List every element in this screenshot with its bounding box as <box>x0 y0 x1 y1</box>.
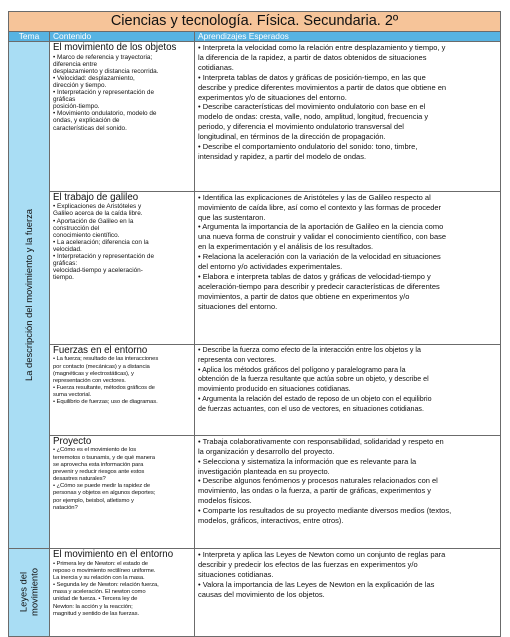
tema-cell-leyes <box>9 549 50 637</box>
contenido-item: • Equilibrio de fuerzas; uso de diagramas. <box>53 399 158 406</box>
contenido-item: • Velocidad: desplazamiento, dirección y tiempo. <box>53 74 135 89</box>
header-contenido: Contenido <box>50 32 195 42</box>
contenido-cell <box>50 435 195 548</box>
aprendizaje-item: • Identifica las explicaciones de Aristóteles y las de Galileo respecto al movimiento de caída libre, así como el contexto y las formas de proceder que las sustentaron. <box>198 192 442 222</box>
header-aprendizajes: Aprendizajes Esperados <box>195 32 501 42</box>
table-row <box>9 549 501 637</box>
contenido-item: • Interpretación y representación de gráficas posición-tiempo. <box>53 89 154 111</box>
aprendizaje-item: • Describe características del movimiento ondulatorio con base en el modelo de ondas: cresta, valle, nodo, amplitud, longitud, frecuencia y periodo, y diferencia el movimiento ondulatorio transversal del longitudinal, en términos de la dirección de propagación. <box>198 102 429 142</box>
aprendizaje-item: • Interpreta tablas de datos y gráficas de posición-tiempo, en las que describe y predice diferentes movimientos a partir de datos que obtiene en experimentos y/o de situaciones del entorno. <box>198 72 447 102</box>
table-row <box>9 344 501 435</box>
contenido-item: • La aceleración; diferencia con la velocidad. <box>53 238 149 253</box>
contenido-cell <box>50 42 195 192</box>
contenido-item: • La fuerza; resultado de las interacciones por contacto (mecánicas) y a distancia (magnéticas y electrostáticas), y representación con vectores. <box>53 356 159 384</box>
contenido-item: • Movimiento ondulatorio, modelo de ondas, y explicación de características del sonido. <box>53 110 157 132</box>
contenido-item: • Primera ley de Newton: el estado de reposo o movimiento rectilíneo uniforme. La inercia y su relación con la masa. <box>53 560 156 581</box>
contenido-item: • Marco de referencia y trayectoria; diferencia entre desplazamiento y distancia recorrida. <box>53 53 159 75</box>
contenido-item: • Aportación de Galileo en la construcción del conocimiento científico. <box>53 217 134 239</box>
table-row <box>9 42 501 192</box>
aprendizaje-item: • Describe el comportamiento ondulatorio del sonido: tono, timbre, intensidad y rapidez, a partir del modelo de ondas. <box>198 142 418 161</box>
contenido-title: El trabajo de galileo <box>53 191 139 203</box>
tema-cell-descripcion <box>9 42 50 549</box>
aprendizaje-item: • Aplica los métodos gráficos del polígono y paralelogramo para la obtención de la fuerza resultante que actúa sobre un objeto, y describe el movimiento producido en situaciones cotidianas. <box>198 365 429 394</box>
tema-label <box>19 568 40 616</box>
aprendizaje-item: • Argumenta la importancia de la aportación de Galileo en la ciencia como una nueva forma de construir y validar el conocimiento científico, con base en la experimentación y el análisis de los resultados. <box>198 222 447 252</box>
aprendizaje-item: • Valora la importancia de las Leyes de Newton en la explicación de las causas del movimiento de los objetos. <box>198 579 435 599</box>
header-tema: Tema <box>9 32 50 42</box>
aprendizaje-item: • Trabaja colaborativamente con responsabilidad, solidaridad y respeto en la organización y desarrollo del proyecto. <box>198 436 444 456</box>
table-row <box>9 435 501 548</box>
aprendizaje-item: • Relaciona la aceleración con la variación de la velocidad en situaciones del entorno y/o actividades experimentales. <box>198 252 441 272</box>
aprendizajes-cell <box>195 42 501 192</box>
aprendizajes-cell <box>195 549 501 637</box>
contenido-title: Fuerzas en el entorno <box>53 344 148 356</box>
tema-label-line: Leyes del <box>17 571 29 613</box>
aprendizajes-cell <box>195 191 501 344</box>
aprendizaje-item: • Argumenta la relación del estado de reposo de un objeto con el equilibrio de fuerzas actuantes, con el uso de vectores, en situaciones cotidianas. <box>198 395 432 413</box>
document-page <box>8 11 500 637</box>
curriculum-table <box>8 11 501 637</box>
aprendizaje-item: • Describe algunos fenómenos y procesos naturales relacionados con el movimiento, las ondas o la fuerza, a partir de gráficas, experimentos y modelos físicos. <box>198 476 438 506</box>
contenido-cell <box>50 549 195 637</box>
contenido-cell <box>50 344 195 435</box>
contenido-item: • Fuerza resultante, métodos gráficos de suma vectorial. <box>53 385 155 399</box>
aprendizaje-item: • Interpreta la velocidad como la relación entre desplazamiento y tiempo, y la diferencia de la rapidez, a partir de datos obtenidos de situaciones cotidianas. <box>198 43 446 72</box>
aprendizaje-item: • Interpreta y aplica las Leyes de Newton como un conjunto de reglas para describir y predecir los efectos de las fuerzas en experimentos y/o situaciones cotidianas. <box>198 550 446 579</box>
contenido-item: • ¿Cómo se puede medir la rapidez de personas y objetos en algunos deportes; por ejemplo, beisbol, atletismo y natación? <box>53 483 156 511</box>
aprendizajes-cell <box>195 435 501 548</box>
contenido-item: • ¿Cómo es el movimiento de los terremotos o tsunamis, y de qué manera se aprovecha esta información para prevenir y reducir riesgos ante estos desastres naturales? <box>53 447 155 483</box>
table-title: Ciencias y tecnología. Física. Secundaria. 2º <box>9 12 501 32</box>
contenido-title: El movimiento en el entorno <box>53 549 174 560</box>
contenido-item: • Explicaciones de Aristóteles y Galileo acerca de la caída libre. <box>53 203 143 218</box>
aprendizaje-item: • Describe la fuerza como efecto de la interacción entre los objetos y la representa con vectores. <box>198 345 421 364</box>
aprendizajes-cell <box>195 344 501 435</box>
table-row <box>9 191 501 344</box>
contenido-title: Proyecto <box>53 435 92 447</box>
tema-label: La descripción del movimiento y la fuerza <box>22 208 34 381</box>
contenido-cell <box>50 191 195 344</box>
aprendizaje-item: • Comparte los resultados de su proyecto mediante diversos medios (textos, modelos, gráficos, interactivos, entre otros). <box>198 506 452 526</box>
aprendizaje-item: • Selecciona y sistematiza la información que es relevante para la investigación planteada en su proyecto. <box>198 456 417 476</box>
aprendizaje-item: • Elabora e interpreta tablas de datos y gráficas de velocidad-tiempo y aceleración-tiempo para describir y predecir características de diferentes movimientos, a partir de datos que obtiene en experimentos y/o situaciones del entorno. <box>198 272 440 311</box>
contenido-title: El movimiento de los objetos <box>53 42 177 53</box>
tema-label-line: movimiento <box>28 568 39 616</box>
contenido-item: • Interpretación y representación de gráficas: velocidad-tiempo y aceleración- tiempo. <box>53 253 154 282</box>
contenido-item: • Segunda ley de Newton: relación fuerza, masa y aceleración. El newton como unidad de fuerza. • Tercera ley de Newton: la acción y la reacción; magnitud y sentido de las fuerzas. <box>53 582 159 617</box>
